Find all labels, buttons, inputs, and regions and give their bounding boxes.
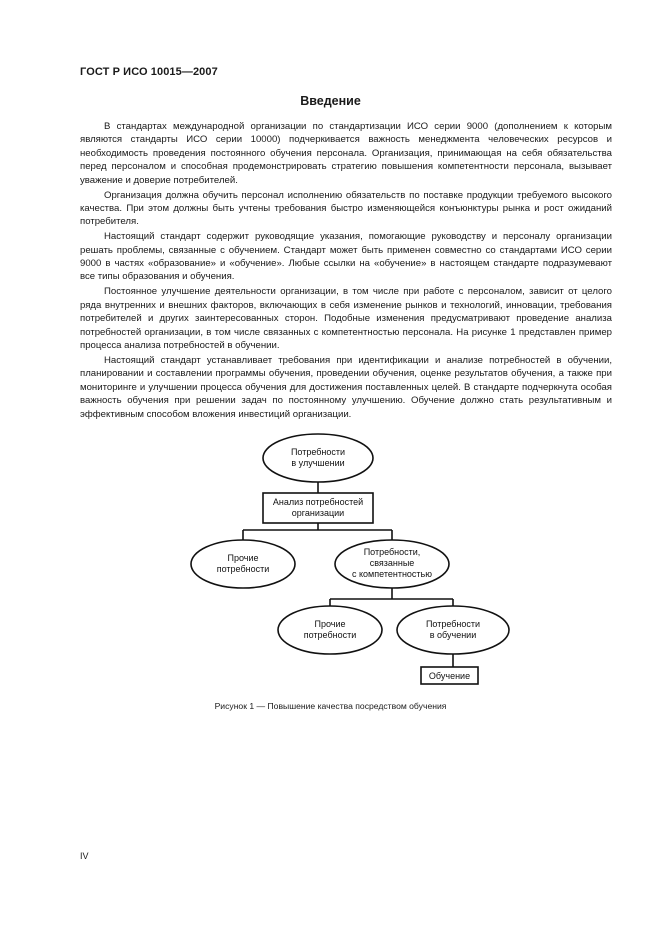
label-other-needs-bottom-2: потребности [303,630,357,640]
label-other-needs-left-1: Прочие [227,553,259,563]
paragraph-4: Постоянное улучшение деятельности организации, в том числе при работе с персоналом, зависит от целого ряда внутренних и внешних факторов, включающих в себя изменение рынков и технологий, инновации, требования потребителей и других заинтересованных сторон. Подобные изменения предусматривают проведение анализа потребностей организации, в том числе связанных с компетентностью персонала. На рисунке 1 представлен пример процесса анализа потребностей в обучении. [80,286,612,351]
label-analysis-1: Анализ потребностей [272,497,364,507]
label-competence-needs-3: с компетентностью [352,569,432,579]
label-needs-improvement-2: в улучшении [291,458,345,468]
label-competence-needs-2: связанные [369,558,415,568]
label-training: Обучение [428,671,471,681]
paragraph-2: Организация должна обучить персонал исполнению обязательств по поставке продукции требуемого высокого качества. При этом должны быть учтены требования быстро изменяющейся конъюнктуры рынка и рост ожиданий потребителя. [80,189,612,228]
label-competence-needs-1: Потребности, [363,547,421,557]
label-needs-improvement-1: Потребности [290,447,346,457]
figure-caption: Рисунок 1 — Повышение качества посредством обучения [214,701,447,711]
section-title: Введение [300,94,361,108]
label-other-needs-bottom-1: Прочие [314,619,346,629]
label-other-needs-left-2: потребности [216,564,270,574]
paragraph-3: Настоящий стандарт содержит руководящие указания, помогающие руководству и персоналу организации решать проблемы, связанные с обучением. Стандарт может быть применен совместно со стандартами ИСО серии 9000 в частях «образование» и «обучение». Любые ссылки на «обучение» в настоящем стандарте подразумевают все типы образования и обучения. [80,231,612,283]
label-training-needs-2: в обучении [429,630,477,640]
label-analysis-2: организации [291,508,345,518]
paragraph-1: В стандартах международной организации по стандартизации ИСО серии 9000 (дополнением к которым являются стандарты ИСО серии 10000) подчеркивается важность менеджмента человеческих ресурсов и необходимость проведения постоянного обучения персонала. Организация, принимающая на себя обязательства перед персоналом и способная продемонстрировать стратегию повышения компетентности персонала, вызывает уважение и доверие потребителей. [80,121,612,186]
page-number: IV [80,851,89,861]
paragraph-5: Настоящий стандарт устанавливает требования при идентификации и анализе потребностей в обучении, планировании и составлении программы обучения, проведении обучения, оценке результатов обучения, а также при мониторинге и улучшении процесса обучения для достижения поставленных целей. В стандарте подчеркнута особая важность обучения при решении задач по постоянному улучшению. Обучение должно стать результативным и эффективным способом вложения инвестиций организации. [80,354,612,420]
label-training-needs-1: Потребности [425,619,481,629]
document-header: ГОСТ Р ИСО 10015—2007 [80,66,218,78]
